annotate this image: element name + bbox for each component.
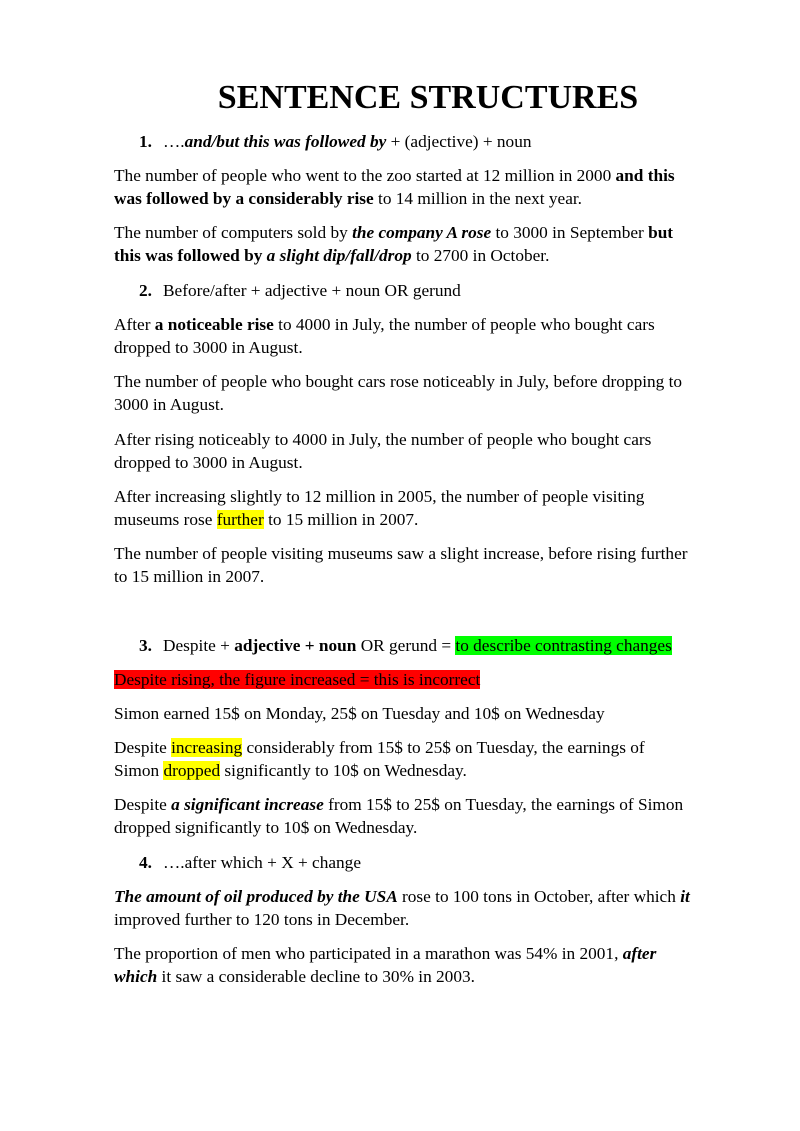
highlighted-word: increasing xyxy=(171,738,243,757)
ellipsis: …. xyxy=(163,132,185,151)
section-3-heading xyxy=(139,636,672,656)
example-line xyxy=(114,738,645,758)
example-line xyxy=(114,189,582,209)
text-run: The number of people who went to the zoo started at 12 million in 2000 xyxy=(114,166,616,185)
bold-italic-run: it xyxy=(680,887,690,906)
example-line: The number of people visiting museums saw a slight increase, before rising further xyxy=(114,544,688,563)
section-number: 2. xyxy=(139,281,152,300)
text-run: The number of computers sold by xyxy=(114,223,353,242)
text-run: Despite xyxy=(114,738,172,757)
bold-italic-run: which xyxy=(114,967,158,986)
heading-text: ….after which + X + change xyxy=(163,853,361,872)
text-run: The proportion of men who participated in a marathon was 54% in 2001, xyxy=(114,944,623,963)
example-line xyxy=(114,967,475,987)
red-highlight: Despite rising, the figure increased = this is incorrect xyxy=(114,670,481,689)
heading-text: Before/after + adjective + noun OR gerund xyxy=(163,281,461,300)
text-run: considerably from 15$ to 25$ on Tuesday, the earnings of xyxy=(242,738,645,757)
text-run: to 15 million in 2007. xyxy=(263,510,419,529)
example-line xyxy=(114,223,673,243)
incorrect-example xyxy=(114,670,480,690)
bold-run: was followed by a considerably rise xyxy=(114,189,374,208)
bold-italic-run: the company A rose xyxy=(352,223,492,242)
heading-text: Despite + xyxy=(163,636,235,655)
section-number: 4. xyxy=(139,853,152,872)
text-run: to 14 million in the next year. xyxy=(373,189,583,208)
example-line xyxy=(114,795,683,815)
text-run: rose to 100 tons in October, after which xyxy=(397,887,681,906)
text-run: Simon xyxy=(114,761,164,780)
text-run: to 3000 in September xyxy=(491,223,649,242)
example-line: After rising noticeably to 4000 in July, the number of people who bought cars xyxy=(114,430,652,449)
example-line: Simon earned 15$ on Monday, 25$ on Tuesday and 10$ on Wednesday xyxy=(114,704,605,723)
example-line: After increasing slightly to 12 million in 2005, the number of people visiting xyxy=(114,487,645,506)
bold-run: a noticeable rise xyxy=(154,315,274,334)
example-line: 3000 in August. xyxy=(114,395,224,414)
example-line: to 15 million in 2007. xyxy=(114,567,265,586)
bold-italic-run: a slight dip/fall/drop xyxy=(266,246,412,265)
text-run: to 4000 in July, the number of people who bought cars xyxy=(273,315,655,334)
example-line xyxy=(114,510,418,530)
text-run: to 2700 in October. xyxy=(411,246,550,265)
bold-run: this was followed by xyxy=(114,246,267,265)
section-1-heading xyxy=(139,132,531,152)
bold-run: and this xyxy=(615,166,675,185)
example-line xyxy=(114,166,675,186)
example-line: dropped to 3000 in August. xyxy=(114,338,303,357)
example-line: improved further to 120 tons in December. xyxy=(114,910,410,929)
text-run: Despite xyxy=(114,795,172,814)
example-line: The number of people who bought cars rose noticeably in July, before dropping to xyxy=(114,372,683,391)
example-line xyxy=(114,887,690,907)
section-2-heading xyxy=(139,281,461,301)
example-line xyxy=(114,761,467,781)
green-highlight: to describe contrasting changes xyxy=(455,636,672,655)
example-line xyxy=(114,246,549,266)
text-run: from 15$ to 25$ on Tuesday, the earnings of Simon xyxy=(323,795,684,814)
highlighted-word: further xyxy=(216,510,264,529)
example-line xyxy=(114,944,656,964)
key-phrase: and/but this was followed by xyxy=(184,132,387,151)
bold-run: but xyxy=(648,223,674,242)
text-run: museums rose xyxy=(114,510,217,529)
text-run: it saw a considerable decline to 30% in 2003. xyxy=(157,967,475,986)
example-line xyxy=(114,315,655,335)
section-4-heading xyxy=(139,853,361,873)
example-line: dropped to 3000 in August. xyxy=(114,453,303,472)
text-run: After xyxy=(114,315,155,334)
page-title: SENTENCE STRUCTURES xyxy=(217,79,639,116)
section-number: 1. xyxy=(139,132,152,151)
bold-italic-run: a significant increase xyxy=(171,795,324,814)
heading-rest: + (adjective) + noun xyxy=(386,132,532,151)
bold-run: adjective + noun xyxy=(234,636,357,655)
heading-text: OR gerund = xyxy=(356,636,456,655)
text-run: significantly to 10$ on Wednesday. xyxy=(220,761,467,780)
highlighted-word: dropped xyxy=(163,761,221,780)
bold-italic-run: after xyxy=(622,944,657,963)
bold-italic-run: The amount of oil produced by the USA xyxy=(114,887,398,906)
section-number: 3. xyxy=(139,636,152,655)
example-line: dropped significantly to 10$ on Wednesday. xyxy=(114,818,418,837)
